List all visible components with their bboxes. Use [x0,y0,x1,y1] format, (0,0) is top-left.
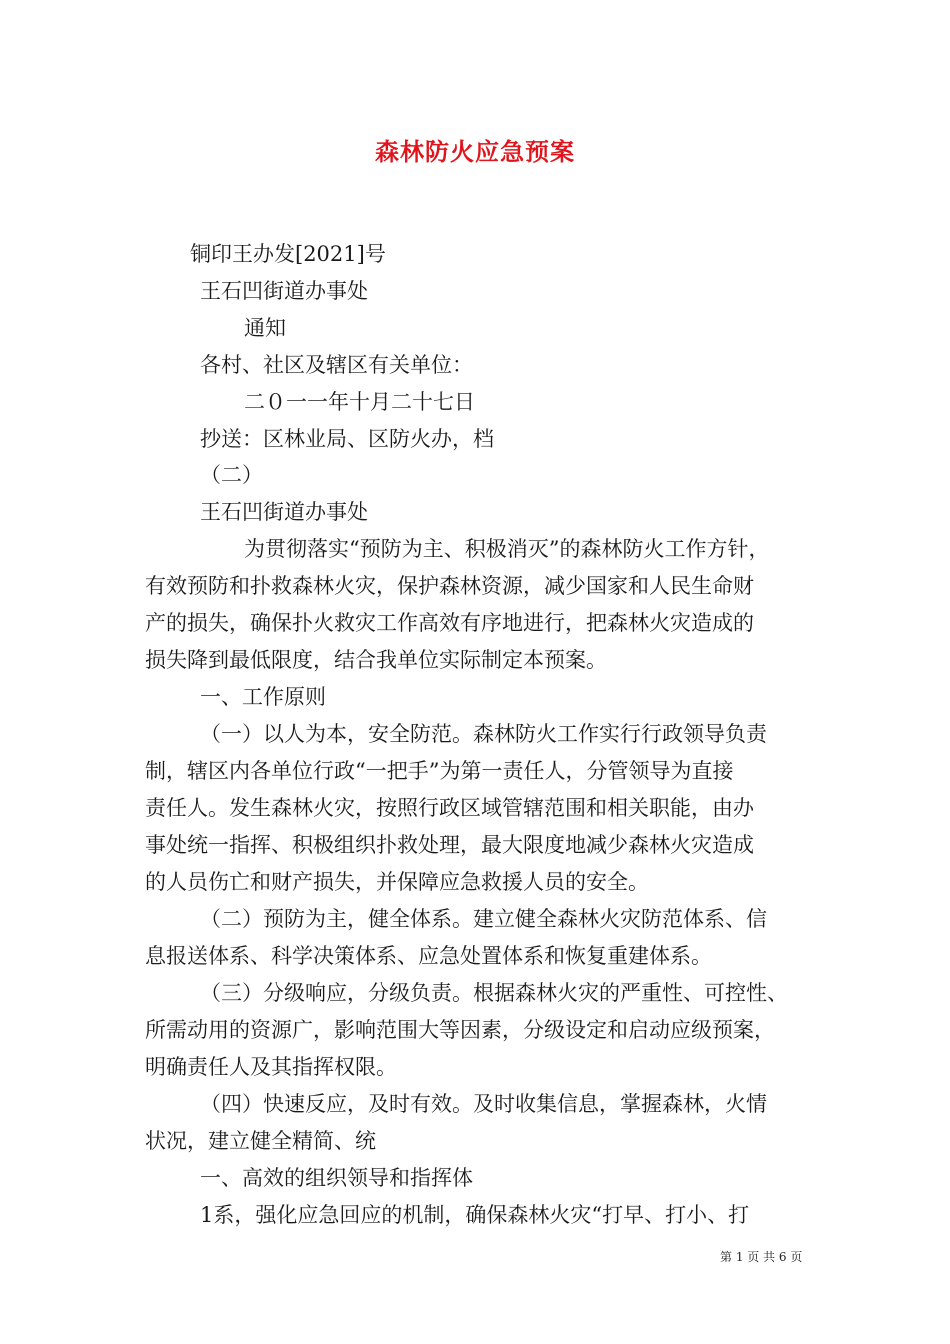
issuer-name: 王石凹街道办事处 [200,279,368,303]
paragraph-line: 损失降到最低限度，结合我单位实际制定本预案。 [145,648,607,672]
section-heading: 一、工作原则 [200,685,326,709]
paragraph-line: 为贯彻落实“预防为主、积极消灭”的森林防火工作方针， [244,537,770,561]
paragraph-line: （一）以人为本，安全防范。森林防火工作实行行政领导负责 [200,722,767,746]
paragraph-line: 明确责任人及其指挥权限。 [145,1055,397,1079]
paragraph-line: 所需动用的资源广，影响范围大等因素，分级设定和启动应级预案， [145,1018,775,1042]
issuer-name-repeat: 王石凹街道办事处 [200,500,368,524]
paragraph-line: 事处统一指挥、积极组织扑救处理，最大限度地减少森林火灾造成 [145,833,754,857]
paragraph-line: 责任人。发生森林火灾，按照行政区域管辖范围和相关职能，由办 [145,796,754,820]
recipients: 各村、社区及辖区有关单位： [200,353,473,377]
section-heading: 一、高效的组织领导和指挥体 [200,1166,473,1190]
page-number: 第 1 页 共 6 页 [720,1250,803,1264]
paragraph-line: 1系，强化应急回应的机制，确保森林火灾“打早、打小、打 [200,1203,750,1227]
paragraph-line: （三）分级响应，分级负责。根据森林火灾的严重性、可控性、 [200,981,788,1005]
doc-number: 铜印王办发[2021]号 [190,242,386,266]
section-marker: （二） [200,463,263,487]
paragraph-line: 制，辖区内各单位行政“一把手”为第一责任人，分管领导为直接 [145,759,734,783]
notice-label: 通知 [244,316,286,340]
paragraph-line: 息报送体系、科学决策体系、应急处置体系和恢复重建体系。 [145,944,712,968]
document-title: 森林防火应急预案 [375,137,575,166]
paragraph-line: （二）预防为主，健全体系。建立健全森林火灾防范体系、信 [200,907,767,931]
paragraph-line: 的人员伤亡和财产损失，并保障应急救援人员的安全。 [145,870,649,894]
issue-date: 二０一一年十月二十七日 [244,390,475,414]
paragraph-line: （四）快速反应，及时有效。及时收集信息，掌握森林，火情 [200,1092,767,1116]
cc-line: 抄送：区林业局、区防火办，档 [200,427,494,451]
paragraph-line: 状况，建立健全精简、统 [145,1129,376,1153]
paragraph-line: 产的损失，确保扑火救灾工作高效有序地进行，把森林火灾造成的 [145,611,754,635]
paragraph-line: 有效预防和扑救森林火灾，保护森林资源，减少国家和人民生命财 [145,574,754,598]
